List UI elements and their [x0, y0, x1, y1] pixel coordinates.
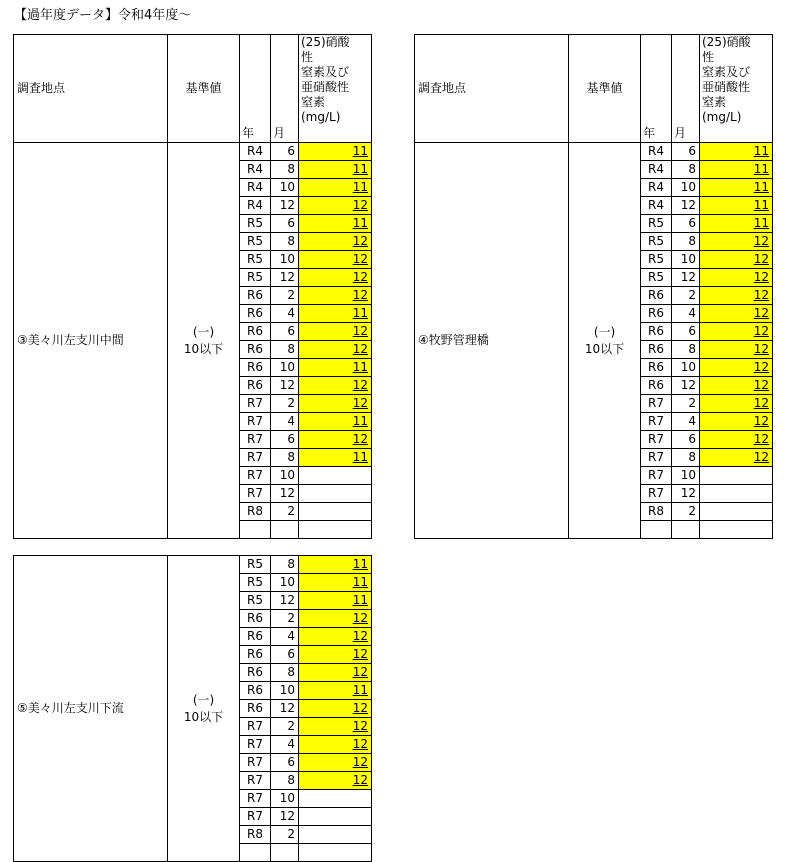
year-cell: R5 [641, 251, 672, 269]
standard-value [168, 556, 240, 862]
month-cell: 10 [271, 467, 299, 485]
month-cell: 8 [672, 341, 700, 359]
month-cell: 2 [271, 718, 299, 736]
year-cell: R4 [240, 197, 271, 215]
table-row [14, 556, 372, 574]
value-cell [299, 197, 372, 215]
month-cell: 12 [271, 485, 299, 503]
month-cell: 4 [271, 305, 299, 323]
month-cell: 8 [271, 341, 299, 359]
year-cell: R7 [240, 467, 271, 485]
value-text: 12 [352, 324, 368, 338]
value-cell [299, 485, 372, 503]
value-cell [700, 431, 773, 449]
year-cell: R8 [641, 503, 672, 521]
value-text: 12 [753, 450, 769, 464]
value-text: 11 [753, 162, 769, 176]
value-text: 11 [352, 450, 368, 464]
header-parameter-line: 性 [702, 50, 715, 64]
value-cell [299, 143, 372, 161]
header-parameter-line: 窒素及び [702, 65, 751, 79]
value-text: 12 [352, 701, 368, 715]
header-parameter [299, 35, 372, 143]
header-standard: 基準値 [168, 35, 240, 143]
value-text: 12 [753, 396, 769, 410]
value-cell [299, 431, 372, 449]
year-cell: R5 [641, 233, 672, 251]
site-name: ⑤美々川左支川下流 [14, 556, 168, 862]
value-text: 11 [753, 180, 769, 194]
year-cell: R6 [240, 610, 271, 628]
month-cell: 4 [672, 305, 700, 323]
standard-value [569, 143, 641, 539]
value-cell [299, 161, 372, 179]
value-cell [700, 197, 773, 215]
month-cell: 12 [271, 377, 299, 395]
value-text: 12 [352, 647, 368, 661]
value-cell [700, 161, 773, 179]
month-cell: 2 [271, 610, 299, 628]
value-text: 12 [753, 234, 769, 248]
month-cell: 4 [271, 628, 299, 646]
year-cell: R7 [240, 808, 271, 826]
value-text: 11 [352, 180, 368, 194]
header-parameter-line: 性 [301, 50, 314, 64]
year-cell: R5 [240, 574, 271, 592]
value-cell [700, 323, 773, 341]
value-text: 12 [753, 360, 769, 374]
year-cell: R7 [641, 431, 672, 449]
year-cell: R6 [240, 359, 271, 377]
value-cell [700, 305, 773, 323]
month-cell: 8 [271, 449, 299, 467]
value-cell [299, 646, 372, 664]
value-text: 12 [753, 324, 769, 338]
month-cell: 12 [271, 700, 299, 718]
header-standard: 基準値 [569, 35, 641, 143]
value-cell [299, 359, 372, 377]
header-row [14, 35, 372, 143]
month-cell: 6 [271, 215, 299, 233]
page-title: 【過年度データ】令和4年度～ [14, 8, 192, 23]
month-cell: 4 [271, 413, 299, 431]
value-text: 12 [753, 414, 769, 428]
value-text: 12 [753, 342, 769, 356]
month-cell: 2 [271, 395, 299, 413]
value-text: 12 [352, 270, 368, 284]
standard-line: 10以下 [183, 341, 224, 356]
month-cell: 6 [271, 646, 299, 664]
header-month: 月 [271, 35, 299, 143]
month-cell: 8 [271, 556, 299, 574]
header-year: 年 [641, 35, 672, 143]
header-month: 月 [672, 35, 700, 143]
month-cell: 10 [271, 251, 299, 269]
month-cell: 12 [271, 197, 299, 215]
value-cell [299, 790, 372, 808]
value-cell [299, 377, 372, 395]
month-cell: 10 [271, 574, 299, 592]
value-text: 12 [352, 342, 368, 356]
value-cell [299, 413, 372, 431]
value-text: 12 [352, 611, 368, 625]
year-cell: R7 [240, 754, 271, 772]
header-parameter-line: 窒素 [301, 95, 326, 109]
year-cell: R7 [240, 736, 271, 754]
header-parameter-line: 窒素 [702, 95, 727, 109]
value-cell [700, 269, 773, 287]
value-cell [299, 179, 372, 197]
month-cell: 4 [271, 736, 299, 754]
value-text: 12 [753, 432, 769, 446]
month-cell [271, 844, 299, 862]
year-cell: R6 [240, 287, 271, 305]
month-cell: 10 [271, 682, 299, 700]
year-cell: R6 [641, 341, 672, 359]
standard-line: (一) [192, 324, 215, 339]
year-cell: R5 [240, 233, 271, 251]
header-parameter [700, 35, 773, 143]
year-cell: R4 [641, 143, 672, 161]
value-text: 12 [352, 665, 368, 679]
month-cell: 2 [672, 503, 700, 521]
month-cell: 10 [672, 251, 700, 269]
value-cell [299, 503, 372, 521]
value-text: 12 [753, 306, 769, 320]
value-text: 12 [352, 629, 368, 643]
value-cell [299, 521, 372, 539]
year-cell: R5 [240, 592, 271, 610]
header-parameter-line: 窒素及び [301, 65, 350, 79]
year-cell: R4 [240, 143, 271, 161]
value-cell [700, 485, 773, 503]
header-year: 年 [240, 35, 271, 143]
value-cell [700, 503, 773, 521]
value-text: 12 [352, 198, 368, 212]
year-cell [240, 844, 271, 862]
year-cell: R4 [240, 161, 271, 179]
value-text: 11 [352, 683, 368, 697]
year-cell: R6 [240, 646, 271, 664]
month-cell: 8 [672, 233, 700, 251]
value-text: 11 [352, 575, 368, 589]
value-cell [700, 233, 773, 251]
month-cell: 6 [672, 215, 700, 233]
year-cell: R6 [240, 700, 271, 718]
month-cell: 6 [672, 143, 700, 161]
year-cell: R4 [240, 179, 271, 197]
header-parameter-line: (25)硝酸 [702, 35, 751, 49]
table-row [415, 143, 773, 161]
month-cell: 4 [672, 413, 700, 431]
value-cell [299, 844, 372, 862]
value-cell [299, 826, 372, 844]
year-cell: R5 [240, 215, 271, 233]
value-text: 11 [352, 162, 368, 176]
year-cell: R7 [641, 395, 672, 413]
value-text: 11 [352, 414, 368, 428]
value-cell [700, 287, 773, 305]
year-cell: R7 [641, 467, 672, 485]
value-cell [700, 413, 773, 431]
year-cell: R7 [240, 772, 271, 790]
standard-line: 10以下 [183, 709, 224, 724]
month-cell: 6 [271, 323, 299, 341]
value-text: 12 [352, 755, 368, 769]
year-cell: R4 [641, 197, 672, 215]
year-cell: R5 [240, 269, 271, 287]
value-text: 12 [352, 432, 368, 446]
table-site-3 [13, 34, 372, 539]
header-parameter-line: 亜硝酸性 [301, 80, 350, 94]
header-parameter-line: (mg/L) [702, 110, 742, 124]
month-cell: 10 [672, 179, 700, 197]
value-cell [700, 449, 773, 467]
year-cell: R5 [641, 215, 672, 233]
value-cell [299, 251, 372, 269]
year-cell [641, 521, 672, 539]
month-cell: 10 [672, 359, 700, 377]
value-text: 12 [352, 288, 368, 302]
value-text: 12 [753, 270, 769, 284]
month-cell: 6 [271, 754, 299, 772]
value-cell [299, 736, 372, 754]
value-cell [299, 772, 372, 790]
year-cell: R6 [641, 359, 672, 377]
year-cell: R6 [240, 664, 271, 682]
value-cell [700, 377, 773, 395]
value-text: 12 [753, 378, 769, 392]
value-text: 12 [753, 288, 769, 302]
month-cell: 2 [271, 826, 299, 844]
year-cell: R7 [240, 718, 271, 736]
month-cell: 12 [271, 592, 299, 610]
year-cell: R8 [240, 826, 271, 844]
value-text: 11 [352, 593, 368, 607]
header-parameter-line: (25)硝酸 [301, 35, 350, 49]
month-cell: 12 [672, 269, 700, 287]
year-cell: R4 [641, 179, 672, 197]
year-cell: R5 [240, 556, 271, 574]
month-cell: 10 [271, 790, 299, 808]
value-text: 11 [352, 144, 368, 158]
year-cell: R6 [641, 305, 672, 323]
month-cell: 8 [672, 449, 700, 467]
month-cell: 12 [672, 377, 700, 395]
year-cell: R6 [240, 323, 271, 341]
year-cell: R7 [240, 790, 271, 808]
value-text: 12 [352, 252, 368, 266]
year-cell: R7 [240, 395, 271, 413]
standard-value [168, 143, 240, 539]
standard-line: (一) [593, 324, 616, 339]
month-cell: 12 [271, 269, 299, 287]
site-name: ④牧野管理橋 [415, 143, 569, 539]
year-cell: R7 [240, 413, 271, 431]
value-text: 12 [352, 737, 368, 751]
value-cell [299, 341, 372, 359]
value-cell [299, 449, 372, 467]
value-cell [299, 682, 372, 700]
value-cell [700, 359, 773, 377]
value-cell [299, 610, 372, 628]
month-cell [271, 521, 299, 539]
month-cell: 6 [271, 143, 299, 161]
value-cell [700, 395, 773, 413]
year-cell: R6 [240, 305, 271, 323]
month-cell: 8 [271, 161, 299, 179]
year-cell: R7 [240, 485, 271, 503]
value-cell [700, 341, 773, 359]
table-site-4 [414, 34, 773, 539]
year-cell: R5 [641, 269, 672, 287]
value-text: 11 [753, 198, 769, 212]
value-cell [299, 628, 372, 646]
value-cell [299, 574, 372, 592]
value-text: 12 [352, 234, 368, 248]
year-cell: R6 [641, 377, 672, 395]
month-cell: 6 [271, 431, 299, 449]
month-cell: 12 [672, 197, 700, 215]
month-cell: 8 [672, 161, 700, 179]
month-cell: 10 [672, 467, 700, 485]
month-cell: 2 [672, 287, 700, 305]
value-cell [700, 215, 773, 233]
month-cell: 2 [672, 395, 700, 413]
month-cell: 6 [672, 431, 700, 449]
value-cell [299, 467, 372, 485]
value-text: 11 [352, 360, 368, 374]
value-cell [299, 556, 372, 574]
header-row [415, 35, 773, 143]
month-cell: 10 [271, 359, 299, 377]
header-parameter-line: 亜硝酸性 [702, 80, 751, 94]
year-cell: R6 [641, 323, 672, 341]
month-cell: 8 [271, 772, 299, 790]
table-site-5 [13, 555, 372, 862]
value-cell [700, 521, 773, 539]
year-cell: R6 [240, 377, 271, 395]
site-name: ③美々川左支川中間 [14, 143, 168, 539]
value-text: 12 [352, 378, 368, 392]
year-cell: R7 [641, 449, 672, 467]
year-cell: R6 [240, 341, 271, 359]
value-text: 12 [352, 719, 368, 733]
year-cell: R7 [240, 431, 271, 449]
value-text: 11 [352, 216, 368, 230]
value-cell [299, 754, 372, 772]
year-cell: R7 [641, 485, 672, 503]
value-cell [299, 718, 372, 736]
value-cell [299, 395, 372, 413]
value-cell [299, 664, 372, 682]
month-cell: 2 [271, 287, 299, 305]
year-cell [240, 521, 271, 539]
value-cell [299, 287, 372, 305]
month-cell: 12 [672, 485, 700, 503]
header-parameter-line: (mg/L) [301, 110, 341, 124]
standard-line: 10以下 [584, 341, 625, 356]
value-cell [299, 305, 372, 323]
value-cell [700, 467, 773, 485]
value-text: 11 [352, 306, 368, 320]
year-cell: R6 [240, 682, 271, 700]
month-cell: 8 [271, 233, 299, 251]
year-cell: R7 [240, 449, 271, 467]
year-cell: R6 [240, 628, 271, 646]
standard-line: (一) [192, 692, 215, 707]
month-cell: 10 [271, 179, 299, 197]
value-text: 12 [753, 252, 769, 266]
value-cell [700, 179, 773, 197]
value-cell [299, 215, 372, 233]
month-cell: 2 [271, 503, 299, 521]
year-cell: R6 [641, 287, 672, 305]
year-cell: R7 [641, 413, 672, 431]
value-cell [299, 269, 372, 287]
month-cell [672, 521, 700, 539]
value-cell [299, 323, 372, 341]
value-text: 11 [753, 144, 769, 158]
value-cell [299, 808, 372, 826]
value-text: 12 [352, 773, 368, 787]
header-site: 調査地点 [415, 35, 569, 143]
header-site: 調査地点 [14, 35, 168, 143]
value-text: 11 [753, 216, 769, 230]
table-row [14, 143, 372, 161]
value-cell [299, 233, 372, 251]
year-cell: R4 [641, 161, 672, 179]
year-cell: R5 [240, 251, 271, 269]
value-cell [700, 251, 773, 269]
month-cell: 8 [271, 664, 299, 682]
value-cell [299, 592, 372, 610]
value-cell [299, 700, 372, 718]
value-cell [700, 143, 773, 161]
year-cell: R8 [240, 503, 271, 521]
value-text: 12 [352, 396, 368, 410]
value-text: 11 [352, 557, 368, 571]
month-cell: 6 [672, 323, 700, 341]
month-cell: 12 [271, 808, 299, 826]
